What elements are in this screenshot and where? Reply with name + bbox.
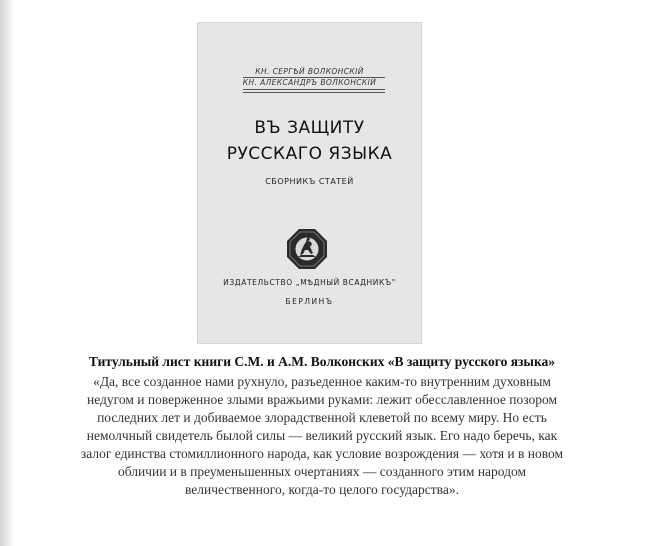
quote-line-7: величественного, когда-то целого государства». xyxy=(185,482,459,497)
book-title-page xyxy=(197,22,422,344)
quote-line-1: «Да, все созданное нами рухнуло, разъеденное каким-то внутренним духовным xyxy=(93,374,551,389)
book-subtitle: СБОРНИКЪ СТАТЕЙ xyxy=(265,177,354,186)
publication-city: БЕРЛИНЪ xyxy=(285,297,334,306)
quote-line-2: недугом и поверженное злыми вражьими руками: лежит обесславленное позором xyxy=(86,392,558,407)
author-divider-3 xyxy=(243,92,385,93)
author-line-2: КН. АЛЕКСАНДРЪ ВОЛКОНСКІЙ xyxy=(242,78,377,87)
publisher-name: ИЗДАТЕЛЬСТВО „МѢДНЫЙ ВСАДНИКЪ" xyxy=(223,278,396,287)
author-divider-2 xyxy=(243,89,385,90)
book-title-line-2: РУССКАГО ЯЗЫКА xyxy=(226,144,393,164)
quote-line-6: обличии и в преуменьшенных очертаниях — созданного этим народом xyxy=(117,464,527,479)
quote-line-3: последних лет и добиваемое злорадственной клеветой по всему миру. Но есть xyxy=(97,410,547,425)
author-line-1: КН. СЕРГѢЙ ВОЛКОНСКІЙ xyxy=(255,67,364,76)
bronze-horseman-emblem-icon xyxy=(286,228,328,270)
quote-line-5: залог единства стомиллионного народа, как условие возрождения — хотя и в новом xyxy=(80,446,564,461)
quote-line-4: немолчный свидетель былой силы — великий русский язык. Его надо беречь, как xyxy=(86,428,558,443)
figure-caption: Титульный лист книги С.М. и А.М. Волконских «В защиту русского языка» xyxy=(88,354,556,369)
book-title-line-1: ВЪ ЗАЩИТУ xyxy=(254,118,365,138)
